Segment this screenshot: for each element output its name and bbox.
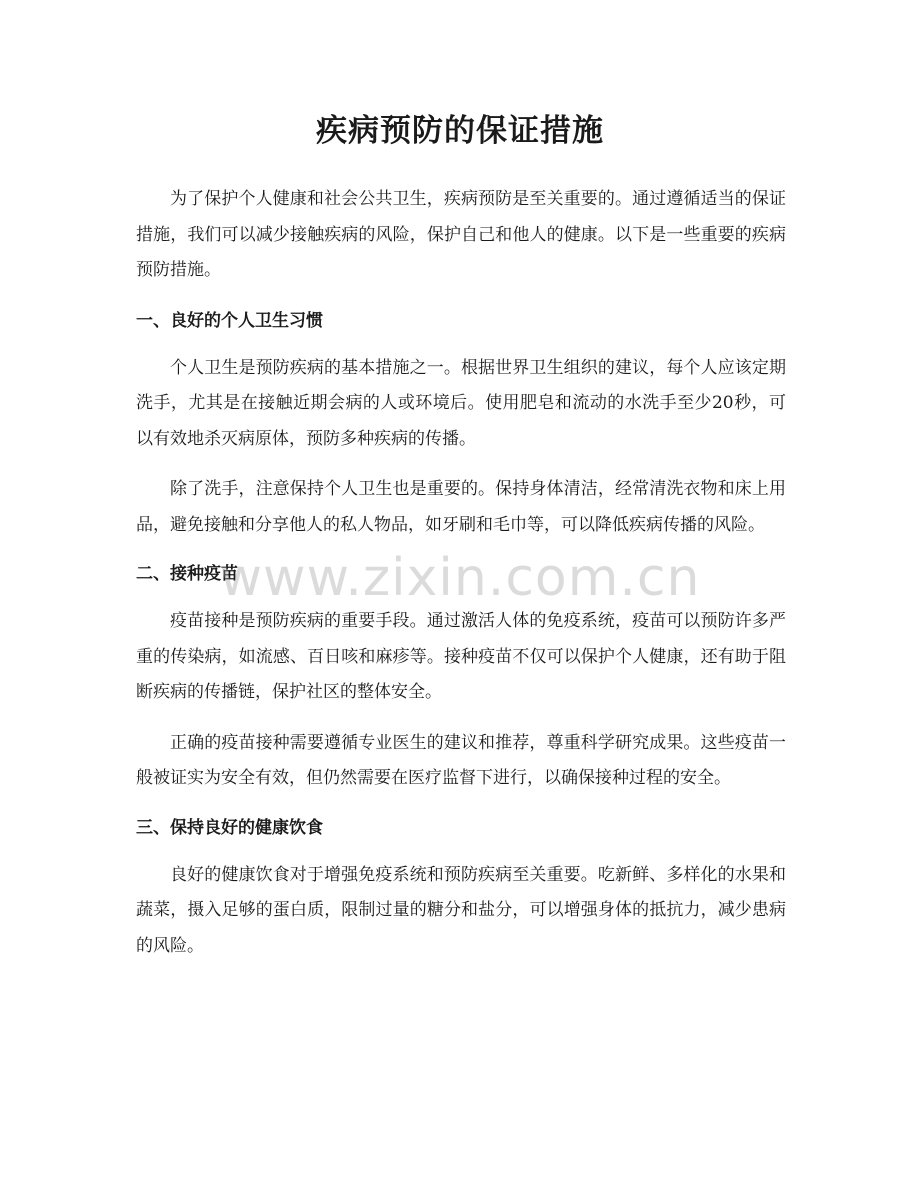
intro-paragraph: 为了保护个人健康和社会公共卫生，疾病预防是至关重要的。通过遵循适当的保证措施，我们可以减少接触疾病的风险，保护自己和他人的健康。以下是一些重要的疾病预防措施。: [136, 189, 786, 280]
paragraph-hygiene-2: 除了洗手，注意保持个人卫生也是重要的。保持身体清洁，经常清洗衣物和床上用品，避免接触和分享他人的私人物品，如牙刷和毛巾等，可以降低疾病传播的风险。: [136, 479, 786, 535]
section-heading-hygiene: 一、良好的个人卫生习惯: [136, 310, 323, 331]
document-body: [136, 182, 786, 979]
section-heading-diet: 三、保持良好的健康饮食: [136, 817, 323, 838]
paragraph-vaccination-1: 疫苗接种是预防疾病的重要手段。通过激活人体的免疫系统，疫苗可以预防许多严重的传染病，如流感、百日咳和麻疹等。接种疫苗不仅可以保护个人健康，还有助于阻断疾病的传播链，保护社区的整体安全。: [136, 611, 786, 702]
paragraph-diet-1: 良好的健康饮食对于增强免疫系统和预防疾病至关重要。吃新鲜、多样化的水果和蔬菜，摄入足够的蛋白质，限制过量的糖分和盐分，可以增强身体的抵抗力，减少患病的风险。: [136, 864, 786, 956]
section-heading-vaccination: 二、接种疫苗: [136, 564, 238, 584]
watermark-text: www.zixin.com.cn: [219, 548, 701, 608]
paragraph-hygiene-1: 个人卫生是预防疾病的基本措施之一。根据世界卫生组织的建议，每个人应该定期洗手，尤其是在接触近期会病的人或环境后。使用肥皂和流动的水洗手至少20秒，可以有效地杀灭病原体，预防多种疾病的传播。: [136, 357, 786, 449]
page-title: 疾病预防的保证措施: [316, 113, 604, 149]
paragraph-vaccination-2: 正确的疫苗接种需要遵循专业医生的建议和推荐，尊重科学研究成果。这些疫苗一般被证实为安全有效，但仍然需要在医疗监督下进行，以确保接种过程的安全。: [136, 732, 786, 788]
